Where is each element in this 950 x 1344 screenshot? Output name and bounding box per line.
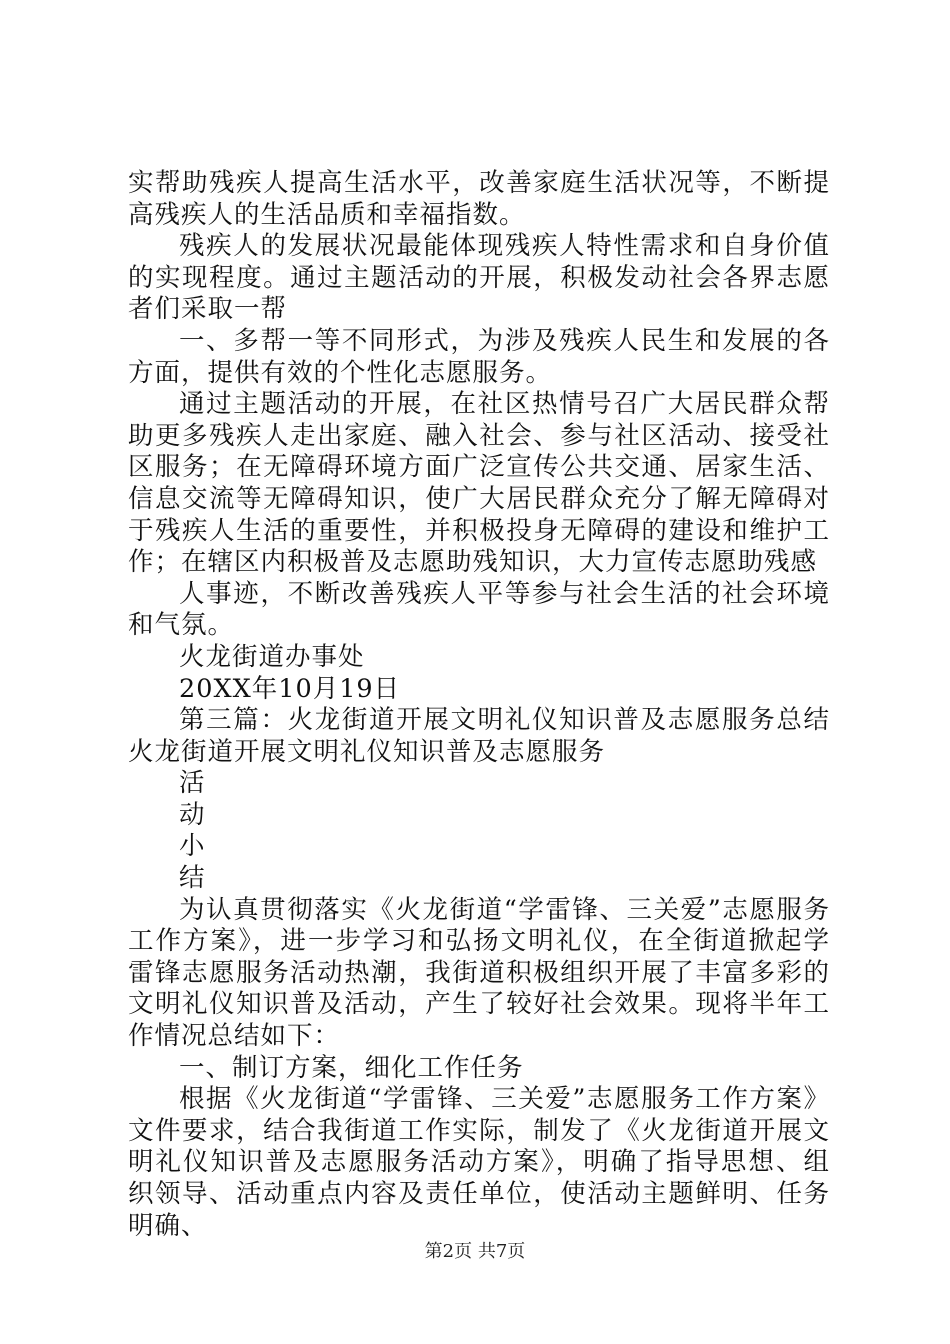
document-body [128, 168, 830, 1242]
paragraph-3: 一、多帮一等不同形式，为涉及残疾人民生和发展的各方面，提供有效的个性化志愿服务。 [128, 325, 830, 388]
heading-char-4: 结 [179, 863, 206, 894]
heading-char-3: 小 [179, 831, 206, 862]
signature-organization: 火龙街道办事处 [179, 641, 365, 672]
paragraph-6: 为认真贯彻落实《火龙街道“学雷锋、三关爱”志愿服务工作方案》，进一步学习和弘扬文明礼仪，在全街道掀起学雷锋志愿服务活动热潮，我街道积极组织开展了丰富多彩的文明礼仪知识普及活动，产生了较好社会效果。现将半年工作情况总结如下： [128, 894, 830, 1052]
section-heading: 第三篇：火龙街道开展文明礼仪知识普及志愿服务总结火龙街道开展文明礼仪知识普及志愿服务 [128, 705, 830, 767]
paragraph-1: 实帮助残疾人提高生活水平，改善家庭生活状况等，不断提高残疾人的生活品质和幸福指数。 [128, 168, 830, 230]
signature-date: 20XX年10月19日 [179, 673, 401, 704]
paragraph-5: 人事迹，不断改善残疾人平等参与社会生活的社会环境和气氛。 [128, 578, 830, 641]
paragraph-2: 残疾人的发展状况最能体现残疾人特性需求和自身价值的实现程度。通过主题活动的开展，积极发动社会各界志愿者们采取一帮 [128, 231, 830, 325]
page-number: 第2页 共7页 [424, 1241, 526, 1262]
page-footer [0, 1240, 950, 1264]
subheading-1: 一、制订方案，细化工作任务 [179, 1052, 524, 1083]
heading-char-1: 活 [179, 768, 206, 799]
paragraph-4: 通过主题活动的开展，在社区热情号召广大居民群众帮助更多残疾人走出家庭、融入社会、参与社区活动、接受社区服务；在无障碍环境方面广泛宣传公共交通、居家生活、信息交流等无障碍知识，使广大居民群众充分了解无障碍对于残疾人生活的重要性，并积极投身无障碍的建设和维护工作；在辖区内积极普及志愿助残知识，大力宣传志愿助残感 [128, 389, 830, 578]
heading-char-2: 动 [179, 799, 206, 830]
paragraph-7: 根据《火龙街道“学雷锋、三关爱”志愿服务工作方案》文件要求，结合我街道工作实际，制发了《火龙街道开展文明礼仪知识普及志愿服务活动方案》，明确了指导思想、组织领导、活动重点内容及责任单位，使活动主题鲜明、任务明确、 [128, 1084, 830, 1241]
